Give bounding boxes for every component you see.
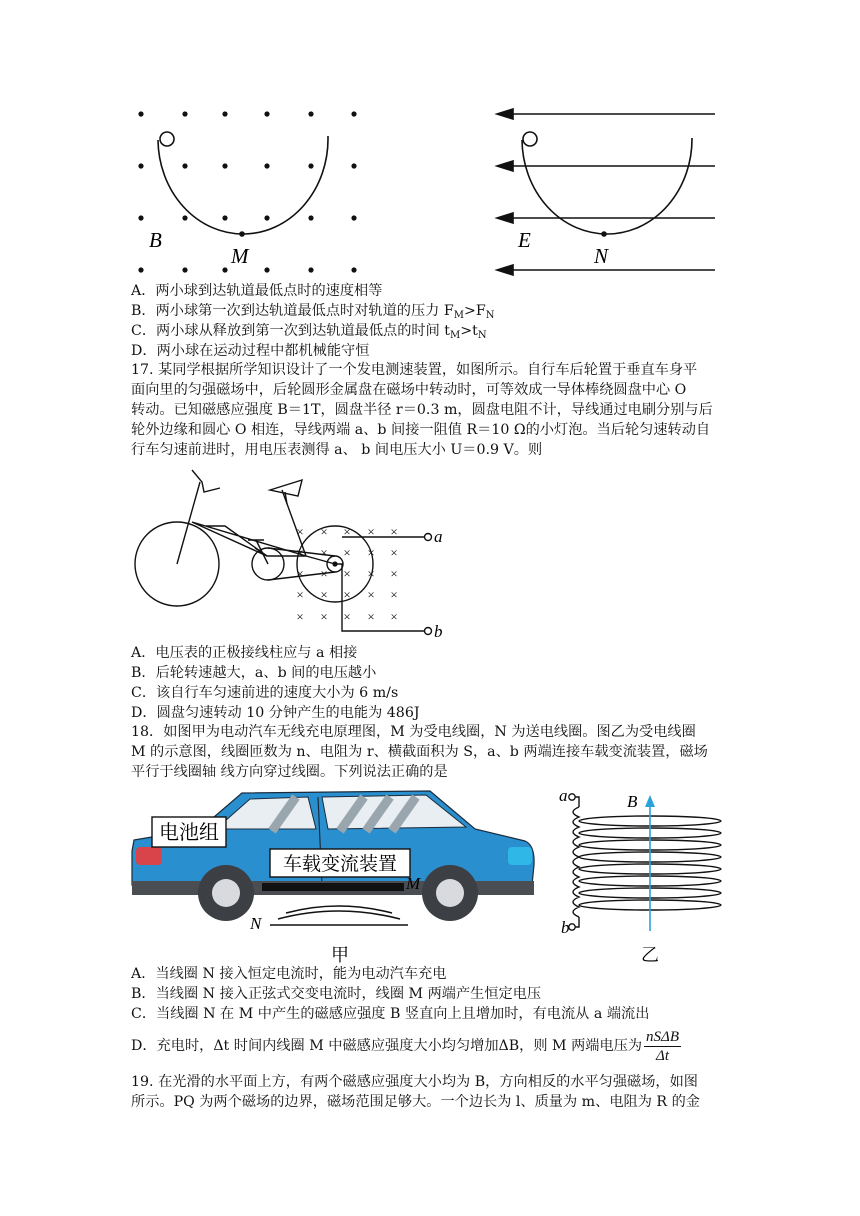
q18-option-d bbox=[131, 1026, 681, 1066]
svg-text:×: × bbox=[367, 609, 375, 624]
q17-option-a: A．电压表的正极接线柱应与 a 相接 bbox=[131, 645, 358, 661]
q17-option-d: D．圆盘匀速转动 10 分钟产生的电能为 486J bbox=[131, 705, 420, 721]
svg-text:×: × bbox=[296, 566, 304, 581]
q18-option-b: B．当线圈 N 接入正弦式交变电流时，线圈 M 两端产生恒定电压 bbox=[131, 986, 542, 1002]
q16-option-b-sub2: N bbox=[485, 310, 495, 321]
svg-text:×: × bbox=[390, 609, 398, 624]
rear-light bbox=[136, 847, 162, 865]
right-label-e: E bbox=[518, 228, 531, 252]
caption-yi: 乙 bbox=[641, 945, 659, 965]
svg-text:×: × bbox=[390, 545, 398, 560]
front-light bbox=[508, 847, 532, 865]
bike-seat bbox=[270, 480, 302, 504]
right-ball bbox=[523, 132, 537, 146]
q18-coil-figure bbox=[555, 785, 735, 965]
q17-bicycle-figure bbox=[130, 464, 460, 642]
svg-text:×: × bbox=[367, 524, 375, 539]
q18-stem-line-1: 18．如图甲为电动汽车无线充电原理图，M 为受电线圈，N 为送电线圈。图乙为受电线圈 bbox=[131, 724, 696, 740]
terminal-a bbox=[425, 534, 432, 541]
magnetic-field-crosses bbox=[296, 524, 397, 624]
svg-text:×: × bbox=[367, 566, 375, 581]
terminal-b bbox=[425, 628, 432, 635]
svg-text:×: × bbox=[320, 566, 328, 581]
svg-text:×: × bbox=[390, 524, 398, 539]
label-a: a bbox=[434, 527, 443, 546]
coil-label-field-b: B bbox=[627, 792, 638, 811]
q17-stem-line-2: 面向里的匀强磁场中，后轮圆形金属盘在磁场中转动时，可等效成一导体棒绕圆盘中心 O bbox=[131, 382, 687, 398]
svg-text:×: × bbox=[390, 587, 398, 602]
left-ball bbox=[160, 132, 174, 146]
coil-terminal-b bbox=[569, 924, 575, 930]
caption-jia: 甲 bbox=[331, 945, 349, 965]
q16-option-b-mid: >F bbox=[463, 303, 486, 319]
q19-stem-line-2: 所示。PQ 为两个磁场的边界，磁场范围足够大。一个边长为 l、质量为 m、电阻为 R 的金 bbox=[131, 1094, 700, 1110]
right-point-n bbox=[601, 231, 607, 237]
q16-option-c-mid: >t bbox=[460, 323, 478, 339]
sending-coil-n bbox=[270, 906, 408, 925]
q16-figure bbox=[125, 100, 725, 280]
svg-text:×: × bbox=[390, 566, 398, 581]
q17-stem-line-1: 17. 某同学根据所学知识设计了一个发电测速装置，如图所示。自行车后轮置于垂直车身平 bbox=[131, 362, 698, 378]
svg-text:×: × bbox=[320, 524, 328, 539]
q17-stem-line-3: 转动。已知磁感应强度 B＝1T，圆盘半径 r＝0.3 m，圆盘电阻不计，导线通过电刷分别与后 bbox=[131, 402, 713, 418]
coil-n-label: N bbox=[250, 914, 262, 933]
svg-text:×: × bbox=[343, 545, 351, 560]
q16-option-c-sub2: N bbox=[477, 330, 487, 341]
q16-option-d: D．两小球在运动过程中都机械能守恒 bbox=[131, 343, 370, 359]
q16-option-c-sub1: M bbox=[450, 330, 461, 341]
svg-text:×: × bbox=[367, 587, 375, 602]
q17-stem-line-5: 行车匀速前进时，用电压表测得 a、 b 间电压大小 U＝0.9 V。则 bbox=[131, 442, 543, 458]
svg-text:×: × bbox=[343, 609, 351, 624]
q18-option-c: C．当线圈 N 在 M 中产生的磁感应强度 B 竖直向上且增加时，有电流从 a 端流出 bbox=[131, 1006, 650, 1022]
left-point-m bbox=[239, 231, 245, 237]
right-label-n: N bbox=[594, 244, 609, 268]
q17-stem-line-4: 轮外边缘和圆心 O 相连，导线两端 a、b 间接一阻值 R＝10 Ω的小灯泡。当后轮匀速转动自 bbox=[131, 422, 711, 438]
q16-option-b-sub1: M bbox=[453, 310, 464, 321]
q16-option-c-text: C．两小球从释放到第一次到达轨道最低点的时间 t bbox=[131, 323, 451, 339]
q18-option-d-text: D．充电时，Δt 时间内线圈 M 中磁感应强度大小均匀增加ΔB，则 M 两端电压为 bbox=[131, 1038, 643, 1054]
q17-option-c: C．该自行车匀速前进的速度大小为 6 m/s bbox=[131, 685, 399, 701]
coil-label-a: a bbox=[559, 786, 568, 805]
svg-text:×: × bbox=[343, 587, 351, 602]
svg-text:×: × bbox=[296, 545, 304, 560]
svg-text:×: × bbox=[343, 566, 351, 581]
left-label-m: M bbox=[231, 244, 249, 268]
converter-label: 车载变流装置 bbox=[282, 854, 398, 875]
coil-m-label: M bbox=[406, 874, 421, 893]
svg-text:×: × bbox=[367, 545, 375, 560]
q18-option-a: A．当线圈 N 接入恒定电流时，能为电动汽车充电 bbox=[131, 966, 447, 982]
coil-turns-left bbox=[573, 807, 579, 917]
coil-lead-a bbox=[575, 797, 579, 807]
svg-text:×: × bbox=[296, 587, 304, 602]
coil-lead-b bbox=[575, 917, 579, 927]
handlebar bbox=[177, 470, 220, 564]
battery-label: 电池组 bbox=[159, 822, 219, 844]
q18-stem-line-2: M 的示意图，线圈匝数为 n、电阻为 r、横截面积为 S，a、b 两端连接车载变流装置，磁场 bbox=[131, 744, 708, 760]
q18-stem-line-3: 平行于线圈轴 线方向穿过线圈。下列说法正确的是 bbox=[131, 764, 448, 780]
q17-option-b: B．后轮转速越大，a、b 间的电压越小 bbox=[131, 665, 377, 681]
coil-terminal-a bbox=[569, 794, 575, 800]
svg-text:×: × bbox=[343, 524, 351, 539]
svg-text:×: × bbox=[296, 609, 304, 624]
q16-option-b-text: B．两小球第一次到达轨道最低点时对轨道的压力 F bbox=[131, 303, 454, 319]
svg-text:×: × bbox=[296, 524, 304, 539]
coil-label-b: b bbox=[561, 918, 570, 937]
q19-stem-line-1: 19. 在光滑的水平面上方，有两个磁感应强度大小均为 B，方向相反的水平匀强磁场，如图 bbox=[131, 1074, 698, 1090]
receiving-coil-m bbox=[262, 883, 404, 891]
label-b: b bbox=[434, 622, 443, 641]
fraction-denominator: Δt bbox=[656, 1047, 670, 1064]
svg-text:×: × bbox=[320, 545, 328, 560]
svg-text:×: × bbox=[320, 587, 328, 602]
q16-option-a: A．两小球到达轨道最低点时的速度相等 bbox=[131, 283, 383, 299]
q18-car-figure bbox=[130, 785, 540, 965]
svg-text:×: × bbox=[320, 609, 328, 624]
right-semicircle-track bbox=[522, 138, 692, 234]
left-label-b: B bbox=[149, 228, 162, 252]
fraction-numerator: nSΔB bbox=[646, 1028, 680, 1045]
voltage-fraction bbox=[644, 1028, 681, 1065]
